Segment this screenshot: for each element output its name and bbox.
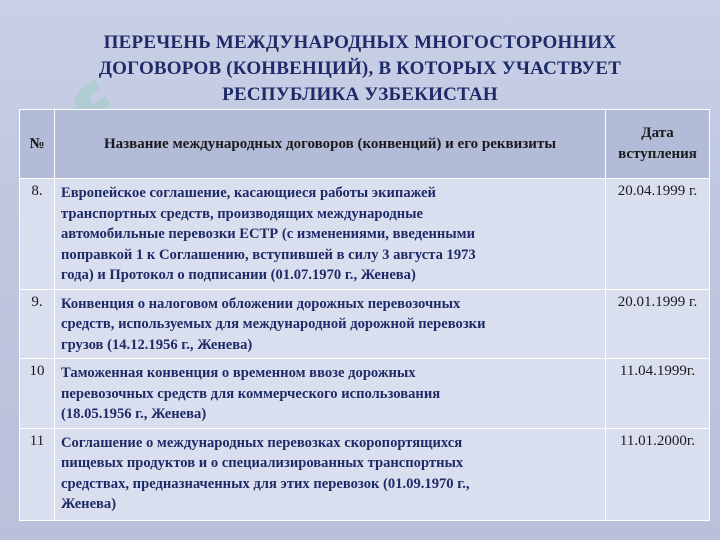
treaty-name-line: Таможенная конвенция о временном ввозе дорожных <box>61 365 416 381</box>
table-row <box>20 359 710 429</box>
header-date-line: вступления <box>618 146 697 162</box>
treaty-name-line: автомобильные перевозки ЕСТР (с изменениями, введенными <box>61 226 476 242</box>
treaty-name-line: грузов (14.12.1956 г., Женева) <box>61 336 253 353</box>
treaties-table <box>19 109 710 521</box>
treaty-name-line: (18.05.1956 г., Женева) <box>61 406 207 422</box>
header-name: Название международных договоров (конвенций) и его реквизиты <box>55 110 606 179</box>
treaty-name <box>55 359 606 429</box>
treaty-name-line: средствах, предназначенных для этих перевозок (01.09.1970 г., <box>61 475 470 492</box>
entry-date: 11.04.1999г. <box>606 359 710 429</box>
header-date-line: Дата <box>641 125 674 141</box>
header-date <box>606 110 710 179</box>
entry-date: 20.01.1999 г. <box>606 289 710 359</box>
treaty-name-line: поправкой 1 к Соглашению, вступившей в силу 3 августа 1973 <box>61 246 476 263</box>
title-line: ДОГОВОРОВ (КОНВЕНЦИЙ), В КОТОРЫХ УЧАСТВУЕТ <box>98 58 622 79</box>
treaty-name-line: Женева) <box>61 496 117 512</box>
row-number: 8. <box>20 179 55 290</box>
table-row <box>20 179 710 290</box>
entry-date: 11.01.2000г. <box>606 428 710 520</box>
treaty-name-line: Европейское соглашение, касающиеся работы экипажей <box>61 185 436 201</box>
header-number: № <box>20 110 55 179</box>
entry-date: 20.04.1999 г. <box>606 179 710 290</box>
treaty-name-line: пищевых продуктов и о специализированных транспортных <box>61 455 464 471</box>
page-title <box>40 30 680 108</box>
title-line: ПЕРЕЧЕНЬ МЕЖДУНАРОДНЫХ МНОГОСТОРОННИХ <box>103 32 617 53</box>
treaty-name <box>55 289 606 359</box>
treaty-name-line: транспортных средств, производящих международные <box>61 205 424 222</box>
treaty-name <box>55 428 606 520</box>
treaty-name-line: Соглашение о международных перевозках скоропортящихся <box>61 434 463 451</box>
table-row <box>20 428 710 520</box>
table-header-row <box>20 110 710 179</box>
treaty-name-line: Конвенция о налоговом обложении дорожных перевозочных <box>61 295 461 312</box>
table-row <box>20 289 710 359</box>
treaty-name-line: средств, используемых для международной дорожной перевозки <box>61 316 486 332</box>
row-number: 9. <box>20 289 55 359</box>
row-number: 10 <box>20 359 55 429</box>
treaty-name <box>55 179 606 290</box>
row-number: 11 <box>20 428 55 520</box>
treaty-name-line: года) и Протокол о подписании (01.07.1970 г., Женева) <box>61 267 416 283</box>
treaty-name-line: перевозочных средств для коммерческого использования <box>61 385 441 402</box>
title-line: РЕСПУБЛИКА УЗБЕКИСТАН <box>222 84 498 105</box>
